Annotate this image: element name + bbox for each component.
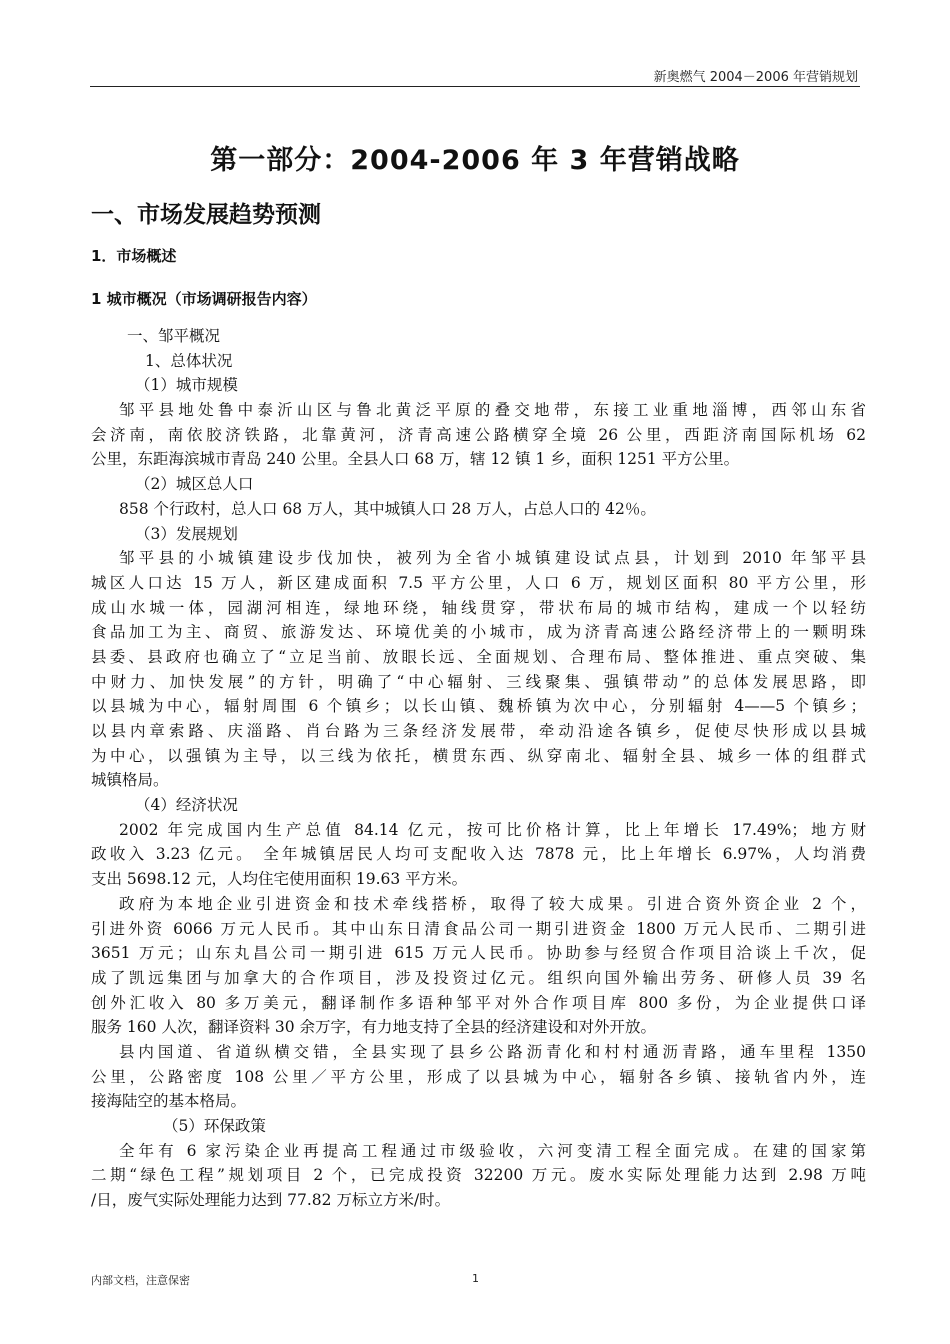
body-line: 二期“绿色工程”规划项目 2 个，已完成投资 32200 万元。废水实际处理能力达到 2.98 万吨 [91, 1166, 866, 1185]
body-line: /日，废气实际处理能力达到 77.82 万标立方米/时。 [91, 1191, 451, 1210]
body-line: 公里，东距海滨城市青岛 240 公里。全县人口 68 万，辖 12 镇 1 乡，面积 1251 平方公里。 [91, 450, 740, 469]
body-line: 2002 年完成国内生产总值 84.14 亿元，按可比价格计算，比上年增长 17.49%；地方财 [119, 820, 866, 839]
body-line: 3651 万元；山东丸昌公司一期引进 615 万元人民币。协助参与经贸合作项目洽谈上千次，促 [91, 944, 866, 963]
body-line: 中财力、加快发展”的方针，明确了“中心辐射、三线聚集、强镇带动”的总体发展思路，即 [91, 672, 866, 691]
body-line: （5）环保政策 [163, 1117, 266, 1135]
body-text [91, 324, 866, 1213]
sub-subsection-heading: 1 城市概况（市场调研报告内容） [91, 290, 317, 308]
header-rule [90, 86, 860, 87]
body-line: 成山水城一体，园湖河相连，绿地环绕，轴线贯穿，带状布局的城市结构，建成一个以轻纺 [91, 598, 866, 617]
body-line: 以县内章索路、庆淄路、肖台路为三条经济发展带，牵动沿途各镇乡，促使尽快形成以县城 [91, 722, 866, 740]
body-line: 1、总体状况 [145, 351, 233, 370]
body-line: （2）城区总人口 [135, 475, 254, 494]
body-line: 为中心，以强镇为主导，以三线为依托，横贯东西、纵穿南北、辐射全县、城乡一体的组群式 [91, 746, 866, 765]
body-line: 以县城为中心，辐射周围 6 个镇乡；以长山镇、魏桥镇为次中心，分别辐射 4——5 个镇乡； [91, 697, 866, 716]
page-number: 1 [472, 1272, 479, 1285]
body-line: 公里，公路密度 108 公里／平方公里，形成了以县城为中心，辐射各乡镇、接轨省内外，连 [91, 1067, 866, 1086]
section-heading: 一、市场发展趋势预测 [91, 202, 321, 228]
body-line: 一、邹平概况 [127, 327, 221, 345]
body-line: 政府为本地企业引进资金和技术牵线搭桥，取得了较大成果。引进合资外资企业 2 个， [119, 894, 866, 913]
body-line: （4）经济状况 [135, 796, 238, 815]
body-line: 政收入 3.23 亿元。 全年城镇居民人均可支配收入达 7878 元，比上年增长 6.97%，人均消费 [91, 845, 866, 864]
document-title: 第一部分：2004-2006 年 3 年营销战略 [210, 145, 740, 176]
body-line: 接海陆空的基本格局。 [91, 1092, 247, 1111]
body-line: 城镇格局。 [91, 771, 169, 790]
body-line: 会济南，南依胶济铁路，北靠黄河，济青高速公路横穿全境 26 公里，西距济南国际机场 62 [91, 425, 866, 444]
body-line: 县内国道、省道纵横交错，全县实现了县乡公路沥青化和村村通沥青路，通车里程 1350 [119, 1042, 866, 1061]
body-line: 服务 160 人次，翻译资料 30 余万字，有力地支持了全县的经济建设和对外开放。 [91, 1018, 657, 1037]
body-line: 县委、县政府也确立了“立足当前、放眼长远、全面规划、合理布局、整体推进、重点突破、集 [91, 647, 866, 666]
body-line: 邹平县地处鲁中泰沂山区与鲁北黄泛平原的叠交地带，东接工业重地淄博，西邻山东省 [119, 401, 866, 420]
confidentiality-note: 内部文档，注意保密 [91, 1274, 190, 1287]
body-line: 创外汇收入 80 多万美元，翻译制作多语种邹平对外合作项目库 800 多份，为企业提供口译 [91, 993, 866, 1012]
body-line: 邹平县的小城镇建设步伐加快，被列为全省小城镇建设试点县，计划到 2010 年邹平县 [119, 549, 866, 568]
body-line: 引进外资 6066 万元人民币。其中山东日清食品公司一期引进资金 1800 万元人民币、二期引进 [91, 919, 866, 938]
body-line: 城区人口达 15 万人，新区建成面积 7.5 平方公里，人口 6 万，规划区面积 80 平方公里，形 [91, 573, 866, 592]
body-line: （3）发展规划 [135, 524, 238, 543]
body-line: 成了凯远集团与加拿大的合作项目，涉及投资过亿元。组织向国外输出劳务、研修人员 39 名 [91, 968, 866, 987]
body-line: 支出 5698.12 元，人均住宅使用面积 19.63 平方米。 [91, 870, 468, 889]
body-line: 食品加工为主、商贸、旅游发达、环境优美的小城市，成为济青高速公路经济带上的一颗明珠 [91, 623, 866, 642]
body-line: 858 个行政村，总人口 68 万人，其中城镇人口 28 万人，占总人口的 42％。 [119, 499, 656, 518]
body-line: 全年有 6 家污染企业再提高工程通过市级验收，六河变清工程全面完成。在建的国家第 [119, 1141, 866, 1160]
subsection-heading: 1．市场概述 [91, 247, 177, 265]
body-line: （1）城市规模 [135, 376, 238, 395]
running-header: 新奥燃气 2004－2006 年营销规划 [653, 70, 858, 85]
